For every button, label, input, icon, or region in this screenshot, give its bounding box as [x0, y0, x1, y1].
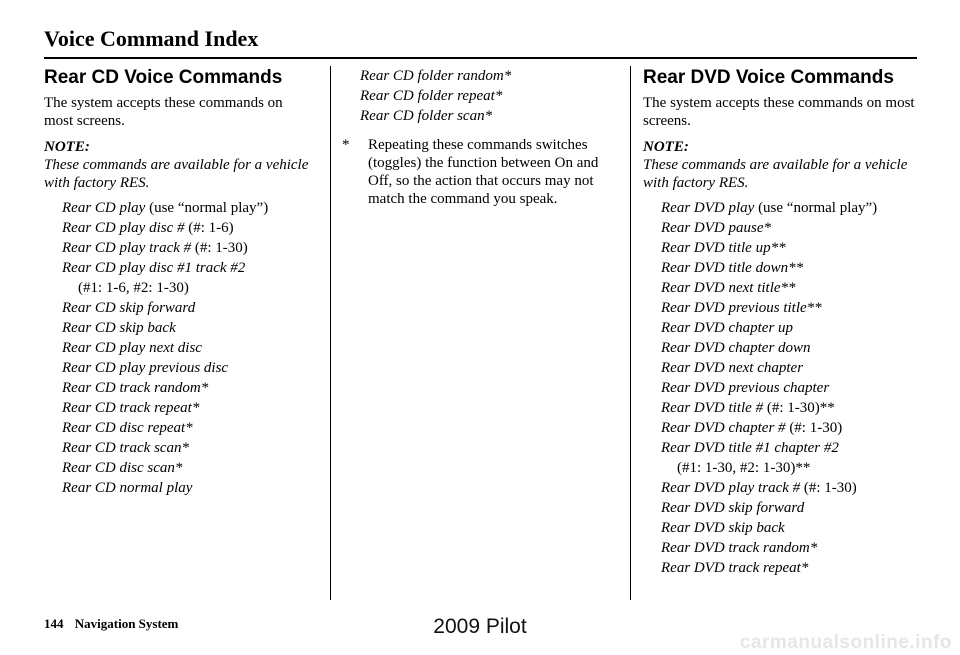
command-name: Rear DVD previous chapter — [661, 380, 830, 396]
column-divider — [330, 66, 331, 600]
command-name: Rear CD folder repeat* — [360, 88, 503, 104]
command-name: Rear DVD title down** — [661, 260, 804, 276]
command-item — [661, 258, 923, 278]
command-range: (#: 1-30)** — [763, 400, 835, 416]
command-name: Rear DVD chapter down — [661, 340, 811, 356]
command-name: Rear DVD pause* — [661, 220, 771, 236]
command-item — [62, 418, 314, 438]
command-item — [62, 438, 314, 458]
command-item — [62, 258, 314, 298]
command-range: (#1: 1-6, #2: 1-30) — [78, 280, 189, 296]
rear-dvd-intro: The system accepts these commands on most screens. — [643, 95, 915, 129]
command-item — [661, 438, 923, 478]
command-name: Rear DVD skip back — [661, 520, 785, 536]
command-item — [62, 378, 314, 398]
command-item — [62, 338, 314, 358]
command-range: (use “normal play”) — [754, 200, 878, 216]
footnote-mark: * — [342, 137, 350, 153]
command-name: Rear CD folder random* — [360, 68, 512, 84]
rear-dvd-note-text: These commands are available for a vehicle with factory RES. — [643, 157, 908, 191]
rear-cd-intro: The system accepts these commands on most screens. — [44, 95, 283, 129]
command-name: Rear CD skip back — [62, 320, 176, 336]
command-name: Rear DVD play — [661, 200, 755, 216]
command-name: Rear CD normal play — [62, 480, 193, 496]
command-item — [62, 398, 314, 418]
rear-dvd-column — [643, 66, 923, 578]
rear-dvd-command-list — [643, 198, 923, 578]
command-name: Rear DVD next title** — [661, 280, 796, 296]
command-item — [661, 198, 923, 218]
command-item — [62, 218, 314, 238]
rear-cd-command-list — [44, 198, 314, 498]
rear-dvd-note-label: NOTE: — [643, 139, 689, 155]
page-title: Voice Command Index — [44, 26, 259, 51]
command-name: Rear CD track repeat* — [62, 400, 200, 416]
command-range: (#1: 1-30, #2: 1-30)** — [677, 460, 811, 476]
command-name: Rear DVD title #1 chapter #2 — [661, 440, 839, 456]
command-item — [661, 318, 923, 338]
footnote-text: Repeating these commands switches (toggles) the function between On and Off, so the action that occurs may not match the command you speak. — [368, 137, 599, 207]
command-name: Rear DVD skip forward — [661, 500, 805, 516]
command-item — [661, 398, 923, 418]
command-range: (#: 1-30) — [800, 480, 857, 496]
rear-cd-continued-column — [342, 66, 622, 208]
site-watermark: carmanualsonline.info — [739, 632, 952, 653]
command-item — [661, 298, 923, 318]
command-name: Rear CD track random* — [62, 380, 209, 396]
command-name: Rear DVD chapter # — [661, 420, 786, 436]
command-item — [62, 238, 314, 258]
command-name: Rear CD disc repeat* — [62, 420, 193, 436]
command-item — [661, 498, 923, 518]
footer-section: Navigation System — [74, 616, 179, 631]
command-item — [360, 86, 622, 106]
command-item — [62, 198, 314, 218]
command-name: Rear CD play disc # — [62, 220, 185, 236]
command-name: Rear CD folder scan* — [360, 108, 493, 124]
command-item — [62, 458, 314, 478]
toggle-footnote — [342, 136, 622, 208]
command-name: Rear CD track scan* — [62, 440, 190, 456]
command-range: (use “normal play”) — [145, 200, 269, 216]
rear-dvd-heading: Rear DVD Voice Commands — [643, 67, 894, 88]
rear-cd-note-label: NOTE: — [44, 139, 90, 155]
command-item — [661, 218, 923, 238]
command-item — [661, 338, 923, 358]
command-name: Rear CD play — [62, 200, 146, 216]
command-item — [661, 378, 923, 398]
command-item — [360, 106, 622, 126]
title-rule — [44, 57, 917, 59]
command-name: Rear CD play previous disc — [62, 360, 229, 376]
command-range: (#: 1-30) — [785, 420, 843, 436]
rear-cd-heading: Rear CD Voice Commands — [44, 67, 283, 88]
command-item — [62, 358, 314, 378]
command-item — [661, 278, 923, 298]
command-name: Rear DVD track random* — [661, 540, 818, 556]
command-item — [661, 238, 923, 258]
page-number: 144 — [44, 616, 64, 631]
command-name: Rear CD play disc #1 track #2 — [62, 260, 246, 276]
rear-cd-folder-command-list — [342, 66, 622, 126]
command-name: Rear CD disc scan* — [62, 460, 183, 476]
column-divider — [630, 66, 631, 600]
command-name: Rear DVD title up** — [661, 240, 786, 256]
command-name: Rear CD play track # — [62, 240, 192, 256]
command-name: Rear DVD title # — [661, 400, 764, 416]
command-name: Rear DVD chapter up — [661, 320, 794, 336]
command-name: Rear DVD previous title** — [661, 300, 822, 316]
rear-cd-note-text: These commands are available for a vehicle with factory RES. — [44, 157, 309, 191]
command-range: (#: 1-30) — [191, 240, 248, 256]
command-name: Rear DVD next chapter — [661, 360, 804, 376]
command-item — [62, 298, 314, 318]
command-range: (#: 1-6) — [184, 220, 234, 236]
command-item — [661, 418, 923, 438]
command-name: Rear CD skip forward — [62, 300, 196, 316]
command-item — [661, 358, 923, 378]
command-name: Rear DVD track repeat* — [661, 560, 809, 576]
command-name: Rear DVD play track # — [661, 480, 801, 496]
command-item — [661, 478, 923, 498]
command-name: Rear CD play next disc — [62, 340, 202, 356]
model-watermark: 2009 Pilot — [433, 615, 527, 638]
command-item — [661, 538, 923, 558]
command-item — [661, 518, 923, 538]
command-item — [360, 66, 622, 86]
command-item — [661, 558, 923, 578]
rear-cd-column — [44, 66, 314, 498]
command-item — [62, 478, 314, 498]
command-item — [62, 318, 314, 338]
